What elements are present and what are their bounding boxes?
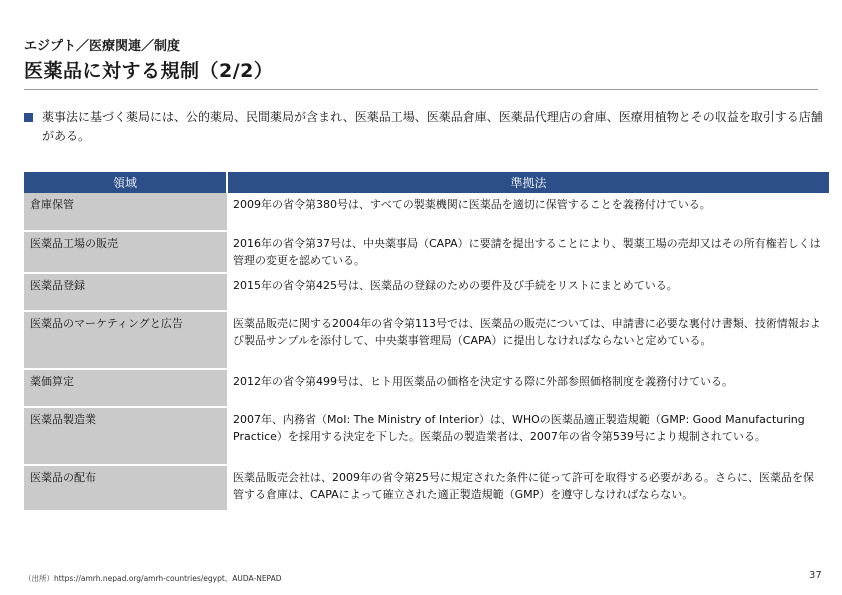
area-cell: 医薬品工場の販売 <box>24 231 227 273</box>
area-cell: 医薬品登録 <box>24 273 227 311</box>
table-row <box>24 369 829 407</box>
area-cell: 薬価算定 <box>24 369 227 407</box>
table-row <box>24 231 829 273</box>
page-number: 37 <box>809 570 822 581</box>
intro-text: 薬事法に基づく薬局には、公的薬局、民間薬局が含まれ、医薬品工場、医薬品倉庫、医薬品代理店の倉庫、医療用植物とその収益を取引する店舗がある。 <box>42 110 823 143</box>
law-cell: 2009年の省令第380号は、すべての製薬機関に医薬品を適切に保管することを義務付けている。 <box>227 193 829 231</box>
area-cell: 倉庫保管 <box>24 193 227 231</box>
table-row <box>24 465 829 511</box>
regulation-table <box>24 172 829 512</box>
area-cell: 医薬品のマーケティングと広告 <box>24 311 227 369</box>
table-row <box>24 273 829 311</box>
area-cell: 医薬品製造業 <box>24 407 227 465</box>
intro-bullet <box>24 108 824 146</box>
law-cell: 医薬品販売会社は、2009年の省令第25号に規定された条件に従って許可を取得する必要がある。さらに、医薬品を保管する倉庫は、CAPAによって確立された適正製造規範（GMP）を遵守しなければならない。 <box>227 465 829 511</box>
law-cell: 医薬品販売に関する2004年の省令第113号では、医薬品の販売については、申請書に必要な裏付け書類、技術情報および製品サンプルを添付して、中央薬事管理局（CAPA）に提出しなければならないと定めている。 <box>227 311 829 369</box>
area-cell: 医薬品の配布 <box>24 465 227 511</box>
source-note: （出所）https://amrh.nepad.org/amrh-countries/egypt、AUDA-NEPAD <box>24 574 282 583</box>
law-cell: 2015年の省令第425号は、医薬品の登録のための要件及び手続をリストにまとめている。 <box>227 273 829 311</box>
column-header-area: 領域 <box>24 172 227 193</box>
table-row <box>24 407 829 465</box>
law-cell: 2007年、内務省（MoI: The Ministry of Interior）は、WHOの医薬品適正製造規範（GMP: Good Manufacturing Practice）を採用する決定を下した。医薬品の製造業者は、2007年の省令第539号により規制されている。 <box>227 407 829 465</box>
table-row <box>24 193 829 231</box>
law-cell: 2016年の省令第37号は、中央薬事局（CAPA）に要請を提出することにより、製薬工場の売却又はその所有権若しくは管理の変更を認めている。 <box>227 231 829 273</box>
title-divider <box>24 89 818 90</box>
page-title: 医薬品に対する規制（2/2） <box>24 60 274 82</box>
law-cell: 2012年の省令第499号は、ヒト用医薬品の価格を決定する際に外部参照価格制度を義務付けている。 <box>227 369 829 407</box>
breadcrumb: エジプト／医療関連／制度 <box>24 39 181 54</box>
table-header-row <box>24 172 829 193</box>
table-row <box>24 311 829 369</box>
square-bullet-icon <box>24 113 33 122</box>
column-header-law: 準拠法 <box>227 172 829 193</box>
